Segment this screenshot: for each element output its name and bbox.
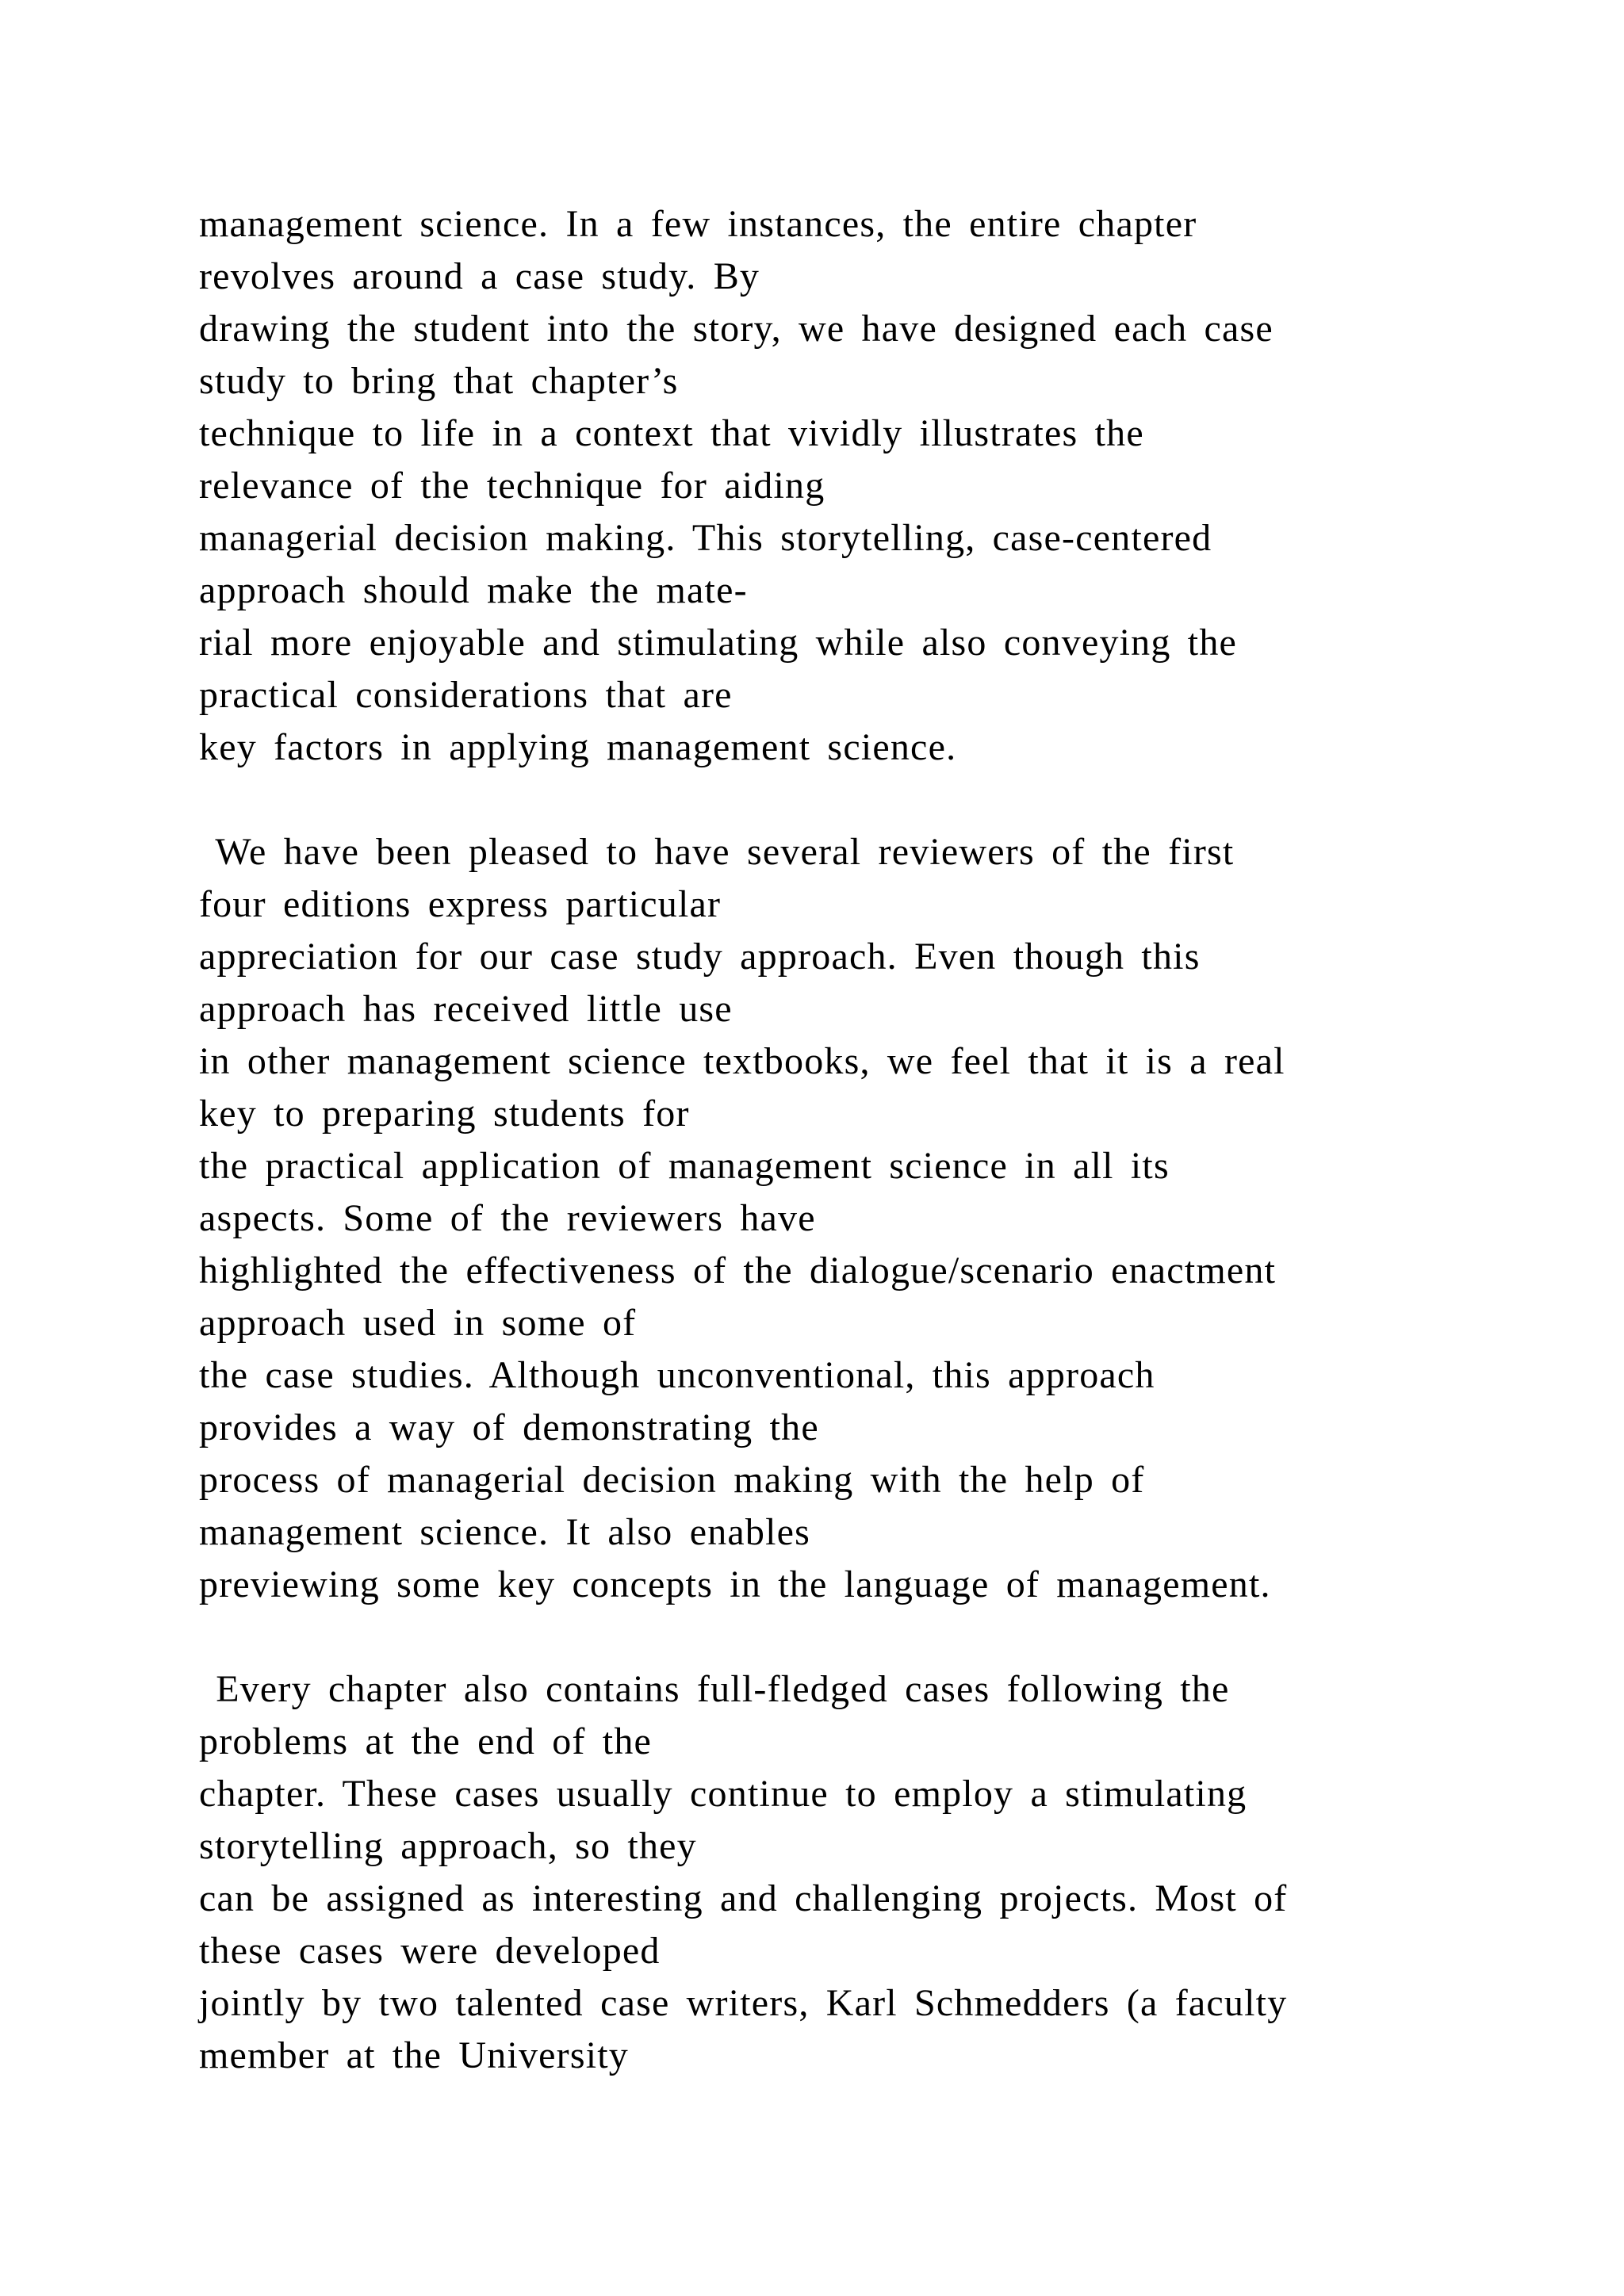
paragraph-spacer (199, 1611, 1563, 1663)
text-line: member at the University (199, 2034, 629, 2076)
text-line: highlighted the effectiveness of the dialogue/scenario enactment (199, 1249, 1277, 1292)
text-line: appreciation for our case study approach. Even though this (199, 936, 1201, 978)
text-line: approach has received little use (199, 988, 733, 1030)
text-line: Every chapter also contains full-fledged cases following the (199, 1668, 1230, 1710)
text-line: approach used in some of (199, 1302, 637, 1344)
text-line: chapter. These cases usually continue to employ a stimulating (199, 1773, 1247, 1815)
text-line: in other management science textbooks, we feel that it is a real (199, 1040, 1285, 1082)
text-line: study to bring that chapter’s (199, 360, 679, 402)
text-line: previewing some key concepts in the language of management. (199, 1563, 1271, 1605)
text-line: provides a way of demonstrating the (199, 1406, 819, 1448)
paragraph-1 (199, 198, 1563, 774)
text-line: aspects. Some of the reviewers have (199, 1197, 816, 1239)
text-line: We have been pleased to have several reviewers of the first (199, 831, 1235, 873)
text-line: problems at the end of the (199, 1720, 653, 1762)
text-line: relevance of the technique for aiding (199, 465, 825, 507)
body-text (199, 198, 1563, 2082)
paragraph-spacer (199, 774, 1563, 826)
text-line: practical considerations that are (199, 674, 733, 716)
text-line: drawing the student into the story, we have designed each case (199, 308, 1274, 350)
text-line: the practical application of management science in all its (199, 1145, 1170, 1187)
text-line: management science. In a few instances, the entire chapter (199, 203, 1197, 245)
text-line: jointly by two talented case writers, Karl Schmedders (a faculty (199, 1982, 1288, 2024)
text-line: four editions express particular (199, 883, 722, 925)
text-line: process of managerial decision making with the help of (199, 1459, 1145, 1501)
text-line: management science. It also enables (199, 1511, 811, 1553)
text-line: can be assigned as interesting and challenging projects. Most of (199, 1877, 1288, 1919)
text-line: storytelling approach, so they (199, 1825, 697, 1867)
text-line: these cases were developed (199, 1930, 661, 1972)
text-line: approach should make the mate- (199, 569, 748, 611)
text-line: technique to life in a context that vividly illustrates the (199, 412, 1144, 454)
text-line: key to preparing students for (199, 1093, 690, 1135)
text-line: the case studies. Although unconventional, this approach (199, 1354, 1155, 1396)
text-line: key factors in applying management science. (199, 726, 957, 768)
paragraph-2 (199, 826, 1563, 1611)
paragraph-3 (199, 1663, 1563, 2082)
text-line: revolves around a case study. By (199, 255, 760, 297)
text-line: managerial decision making. This storytelling, case-centered (199, 517, 1212, 559)
text-line: rial more enjoyable and stimulating while also conveying the (199, 622, 1238, 664)
